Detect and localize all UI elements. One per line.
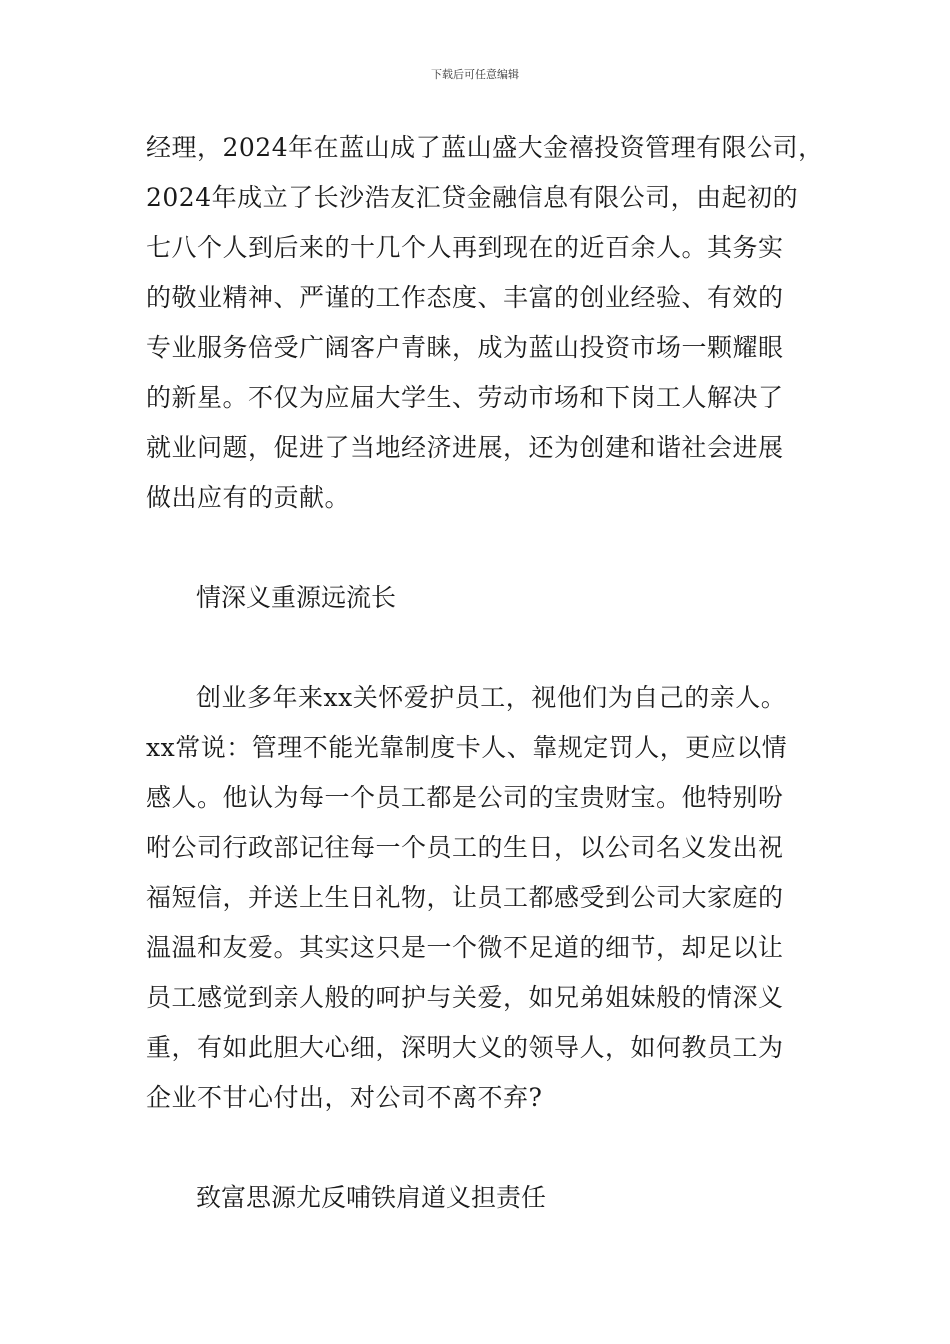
paragraph-line: 就业问题，促进了当地经济进展，还为创建和谐社会进展 [146, 433, 784, 462]
header-note: 下载后可任意编辑 [431, 68, 519, 81]
paragraph-line: 做出应有的贡献。 [146, 483, 351, 512]
paragraph-line: 的敬业精神、严谨的工作态度、丰富的创业经验、有效的 [146, 283, 784, 312]
paragraph-line: xx常说：管理不能光靠制度卡人、靠规定罚人，更应以情 [146, 733, 788, 762]
paragraph-line: 七八个人到后来的十几个人再到现在的近百余人。其务实 [146, 233, 784, 262]
section-heading-1: 情深义重源远流长 [196, 583, 397, 612]
paragraph-line: 创业多年来xx关怀爱护员工，视他们为自己的亲人。 [196, 683, 787, 712]
paragraph-line: 重，有如此胆大心细，深明大义的领导人，如何教员工为 [146, 1033, 784, 1062]
paragraph-line: 的新星。不仅为应届大学生、劳动市场和下岗工人解决了 [146, 383, 784, 412]
paragraph-line: 感人。他认为每一个员工都是公司的宝贵财宝。他特别吩 [146, 783, 784, 812]
paragraph-line: 专业服务倍受广阔客户青睐，成为蓝山投资市场一颗耀眼 [146, 333, 784, 362]
paragraph-line: 福短信，并送上生日礼物，让员工都感受到公司大家庭的 [146, 883, 784, 912]
paragraph-line: 企业不甘心付出，对公司不离不弃? [146, 1083, 543, 1112]
paragraph-line: 2024年成立了长沙浩友汇贷金融信息有限公司，由起初的 [146, 183, 799, 212]
paragraph-line: 咐公司行政部记往每一个员工的生日，以公司名义发出祝 [146, 833, 784, 862]
paragraph-line: 经理，2024年在蓝山成了蓝山盛大金禧投资管理有限公司， [146, 133, 824, 162]
paragraph-line: 员工感觉到亲人般的呵护与关爱，如兄弟姐妹般的情深义 [146, 983, 784, 1012]
section-heading-2: 致富思源尤反哺铁肩道义担责任 [196, 1183, 547, 1212]
paragraph-line: 温温和友爱。其实这只是一个微不足道的细节，却足以让 [146, 933, 784, 962]
